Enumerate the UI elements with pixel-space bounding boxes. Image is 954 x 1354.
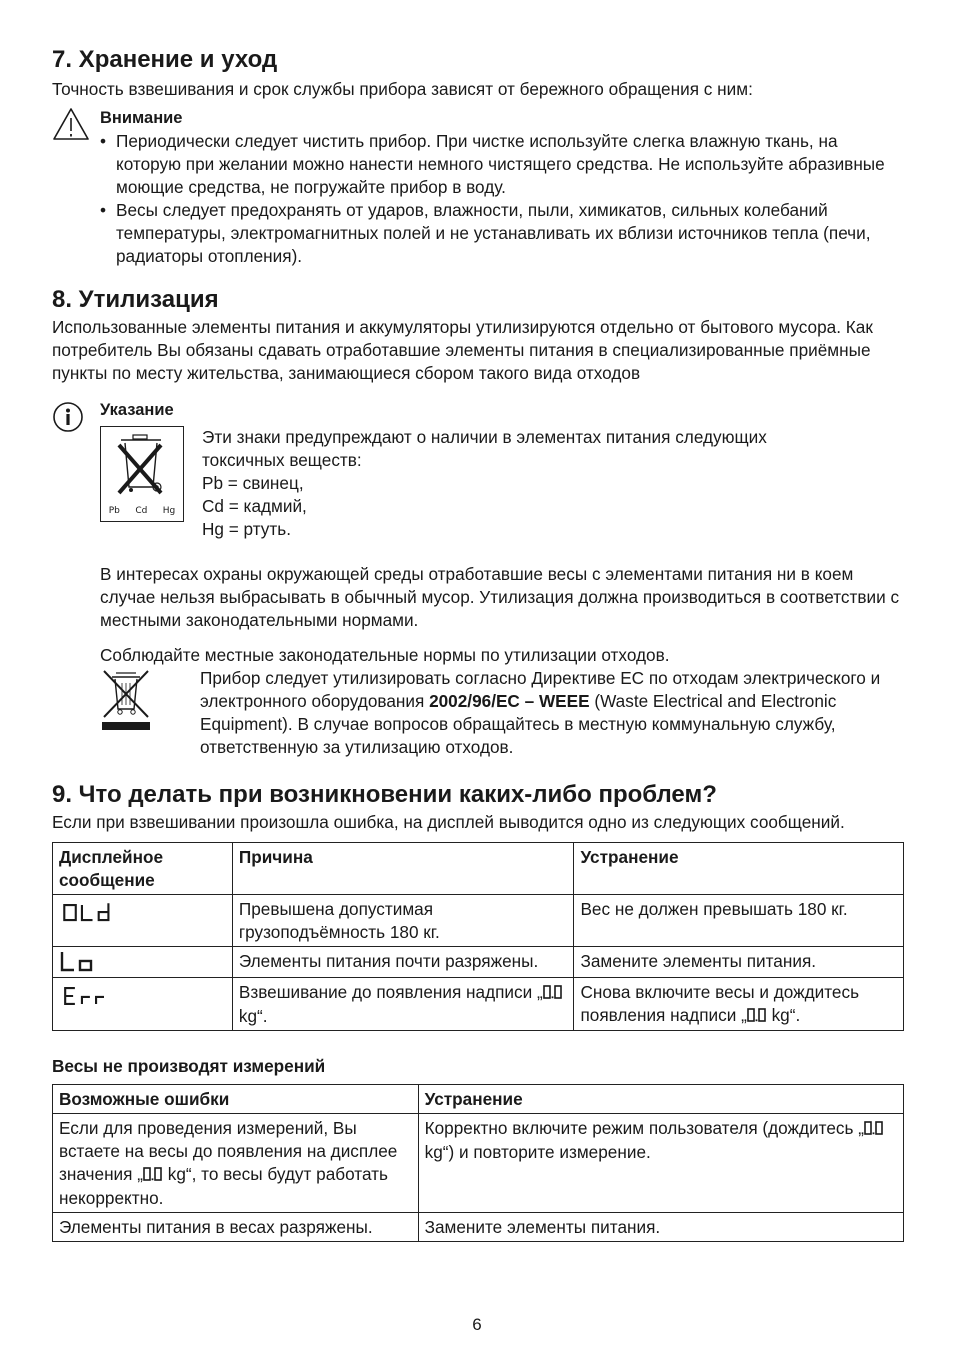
section-9-intro: Если при взвешивании произошла ошибка, на дисплей выводится одно из следующих сообщений. [52, 812, 845, 832]
column-header: Устранение [574, 843, 904, 895]
cause-cell [232, 978, 574, 1031]
lcd-zero-icon [747, 1008, 767, 1022]
cause-cell: Превышена допустимая грузоподъёмность 180 кг. [232, 895, 574, 947]
column-header: Причина [232, 843, 574, 895]
lcd-cell [53, 978, 233, 1031]
lcd-cell [53, 895, 233, 947]
info-icon [52, 401, 84, 433]
fix-text: Корректно включите режим пользователя (дождитесь „ [424, 1118, 864, 1138]
weee-directive: 2002/96/EC – WEEE [429, 691, 590, 711]
display-messages-table [52, 842, 904, 1031]
battery-symbol-row [100, 426, 904, 541]
lcd-zero-inline [543, 982, 563, 1005]
weee-crossed-bin-icon [100, 667, 152, 733]
list-item: • Весы следует предохранять от ударов, влажности, пыли, химикатов, сильных колебаний температуры, электромагнитных полей и не устанавливать их вблизи источников тепла (печи, радиаторы отопления). [100, 199, 904, 268]
toxic-line: Pb = свинец, [202, 473, 304, 493]
section-9-title: 9. Что делать при возникновении каких-либо проблем? [52, 781, 717, 808]
section-8-title: 8. Утилизация [52, 286, 219, 313]
crossed-bin-icon [101, 427, 183, 505]
error-cell [53, 1114, 419, 1213]
weee-paragraph [200, 667, 904, 759]
fix-text: Снова включите весы и дождитесь появления надписи „ [580, 982, 860, 1025]
fix-cell: Замените элементы питания. [418, 1213, 903, 1242]
section-7-title: 7. Хранение и уход [52, 46, 278, 73]
care-list [100, 130, 904, 268]
toxic-line: Cd = кадмий, [202, 496, 307, 516]
toxic-line: токсичных веществ: [202, 450, 362, 470]
toxic-substances-text [202, 426, 767, 541]
cause-text: Взвешивание до появления надписи „ [238, 982, 543, 1002]
fix-cell [574, 978, 904, 1031]
weee-text-pre: Прибор следует утилизировать согласно Директиве ЕС по отходам электрического и электронного оборудования [200, 668, 881, 711]
table-header-row [53, 843, 904, 895]
lcd-zero-icon [143, 1167, 163, 1181]
battery-bin-symbol [100, 426, 184, 522]
warning-triangle-icon [52, 107, 90, 141]
table-row [53, 1213, 904, 1242]
lcd-err-icon [59, 981, 119, 1011]
table-row [53, 947, 904, 978]
fix-text-post: kg“) и повторите измерение. [424, 1142, 651, 1162]
weee-row [100, 667, 904, 759]
error-text-post: kg“, то весы будут работать некорректно. [59, 1164, 388, 1208]
warning-block [52, 107, 904, 268]
cause-text-post: kg“. [238, 1006, 268, 1026]
section-8-intro: Использованные элементы питания и аккумуляторы утилизируются отдельно от бытового мусора. Как потребитель Вы обязаны сдавать отработавшие элементы питания в специализированные приёмные пункты по месту жительства, занимающиеся сбором такого вида отходов [52, 317, 873, 383]
table-row [53, 895, 904, 947]
fix-cell [418, 1114, 903, 1213]
error-text: Если для проведения измерений, Вы встаете на весы до появления на дисплее значения „ [59, 1118, 398, 1184]
lcd-zero-icon [864, 1121, 884, 1135]
lcd-lo-icon [59, 947, 119, 977]
lcd-zero-icon [543, 985, 563, 999]
toxic-line: Hg = ртуть. [202, 519, 292, 539]
warning-label: Внимание [100, 109, 183, 127]
error-cell: Элементы питания в весах разряжены. [53, 1213, 419, 1242]
page-number: 6 [472, 1315, 482, 1334]
bin-label-cd: Cd [135, 506, 148, 516]
table-header-row [53, 1085, 904, 1114]
lcd-zero-inline [143, 1164, 163, 1187]
fix-text-post: kg“. [766, 1005, 801, 1025]
section-7-intro: Точность взвешивания и срок службы прибора зависят от бережного обращения с ним: [52, 79, 753, 99]
no-measure-title: Весы не производят измерений [52, 1056, 326, 1076]
column-header: Возможные ошибки [53, 1085, 419, 1114]
toxic-line: Эти знаки предупреждают о наличии в элементах питания следующих [202, 427, 767, 447]
no-measure-table [52, 1084, 904, 1242]
hint-label: Указание [100, 401, 174, 419]
lcd-zero-inline [747, 1005, 767, 1028]
lcd-zero-inline [864, 1118, 884, 1141]
bin-label-hg: Hg [162, 506, 176, 516]
column-header: Устранение [418, 1085, 903, 1114]
local-rules-paragraph: Соблюдайте местные законодательные нормы по утилизации отходов. [100, 645, 670, 665]
environment-paragraph: В интересах охраны окружающей среды отработавшие весы с элементами питания ни в коем случае нельзя выбрасывать в обычный мусор. Утилизация должна производиться в соответствии с местными законодательными нормами. [100, 564, 900, 630]
manual-page [52, 44, 904, 1242]
bin-label-pb: Pb [108, 506, 120, 516]
table-row [53, 978, 904, 1031]
lcd-old-icon [59, 898, 119, 928]
lcd-cell [53, 947, 233, 978]
hint-block [52, 399, 904, 759]
cause-cell: Элементы питания почти разряжены. [232, 947, 574, 978]
fix-cell: Вес не должен превышать 180 кг. [574, 895, 904, 947]
column-header: Дисплейное сообщение [53, 843, 233, 895]
fix-cell: Замените элементы питания. [574, 947, 904, 978]
weee-text-post: (Waste Electrical and Electronic Equipment). В случае вопросов обращайтесь в местную коммунальную службу, ответственную за утилизацию отходов. [200, 691, 837, 757]
list-item: • Периодически следует чистить прибор. При чистке используйте слегка влажную ткань, на которую при желании можно нанести немного чистящего средства. Не используйте абразивные моющие средства, не погружайте прибор в воду. [100, 130, 904, 199]
table-row [53, 1114, 904, 1213]
